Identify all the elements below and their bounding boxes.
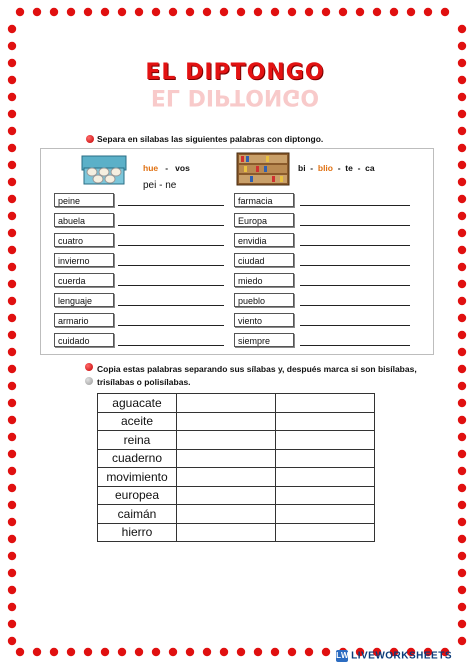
border-dot bbox=[373, 8, 381, 16]
border-dot bbox=[458, 178, 466, 186]
border-dot bbox=[458, 314, 466, 322]
word-box-left: cuidado bbox=[54, 333, 114, 347]
answer-line[interactable] bbox=[300, 245, 410, 246]
answer-line[interactable] bbox=[118, 325, 224, 326]
border-dot bbox=[458, 76, 466, 84]
instruction-copy-line1: Copia estas palabras separando sus sílabas y, después marca si son bisílabas, bbox=[97, 364, 417, 374]
border-dot bbox=[322, 8, 330, 16]
border-dot bbox=[458, 416, 466, 424]
border-dot bbox=[8, 518, 16, 526]
table-row bbox=[98, 505, 375, 524]
word-box-left: invierno bbox=[54, 253, 114, 267]
table-type-cell[interactable] bbox=[276, 431, 375, 450]
table-type-cell[interactable] bbox=[276, 449, 375, 468]
word-box-right: Europa bbox=[234, 213, 294, 227]
word-box-right: ciudad bbox=[234, 253, 294, 267]
border-dot bbox=[8, 569, 16, 577]
word-box-left: armario bbox=[54, 313, 114, 327]
border-dot bbox=[8, 348, 16, 356]
example-right-p6: - bbox=[357, 163, 361, 173]
border-dot bbox=[458, 25, 466, 33]
table-syllable-cell[interactable] bbox=[177, 412, 276, 431]
border-dot bbox=[322, 648, 330, 656]
border-dot bbox=[458, 603, 466, 611]
border-dot bbox=[458, 93, 466, 101]
border-dot bbox=[8, 76, 16, 84]
border-dot bbox=[8, 467, 16, 475]
border-dot bbox=[186, 8, 194, 16]
example-left-sep: - bbox=[165, 163, 169, 173]
word-box-right: pueblo bbox=[234, 293, 294, 307]
border-dot bbox=[67, 648, 75, 656]
table-word-cell: caimán bbox=[98, 505, 177, 524]
border-dot bbox=[458, 552, 466, 560]
border-dot bbox=[33, 8, 41, 16]
table-type-cell[interactable] bbox=[276, 505, 375, 524]
border-dot bbox=[16, 648, 24, 656]
border-dot bbox=[458, 399, 466, 407]
border-dot bbox=[271, 8, 279, 16]
border-dot bbox=[458, 297, 466, 305]
answer-line[interactable] bbox=[118, 205, 224, 206]
border-dot bbox=[441, 8, 449, 16]
border-dot bbox=[169, 648, 177, 656]
table-type-cell[interactable] bbox=[276, 523, 375, 542]
border-dot bbox=[152, 648, 160, 656]
answer-line[interactable] bbox=[300, 225, 410, 226]
word-box-right: miedo bbox=[234, 273, 294, 287]
example-right-p1: bi bbox=[298, 163, 306, 173]
table-word-cell: reina bbox=[98, 431, 177, 450]
table-syllable-cell[interactable] bbox=[177, 431, 276, 450]
word-box-left: peine bbox=[54, 193, 114, 207]
border-dot bbox=[8, 620, 16, 628]
border-dot bbox=[254, 648, 262, 656]
example-left-syllables bbox=[143, 163, 190, 173]
border-dot bbox=[101, 8, 109, 16]
table-row bbox=[98, 431, 375, 450]
syllable-table bbox=[97, 393, 375, 542]
border-dot bbox=[50, 648, 58, 656]
border-dot bbox=[169, 8, 177, 16]
border-dot bbox=[8, 484, 16, 492]
border-dot bbox=[458, 365, 466, 373]
border-dot bbox=[8, 552, 16, 560]
border-dot bbox=[118, 8, 126, 16]
table-type-cell[interactable] bbox=[276, 412, 375, 431]
border-dot bbox=[101, 648, 109, 656]
border-dot bbox=[458, 501, 466, 509]
word-box-left: cuatro bbox=[54, 233, 114, 247]
answer-line[interactable] bbox=[118, 305, 224, 306]
answer-line[interactable] bbox=[118, 345, 224, 346]
answer-line[interactable] bbox=[300, 325, 410, 326]
table-syllable-cell[interactable] bbox=[177, 523, 276, 542]
border-dot bbox=[458, 229, 466, 237]
border-dot bbox=[8, 433, 16, 441]
border-dot bbox=[237, 648, 245, 656]
table-type-cell[interactable] bbox=[276, 468, 375, 487]
table-word-cell: hierro bbox=[98, 523, 177, 542]
border-dot bbox=[8, 246, 16, 254]
word-box-right: farmacia bbox=[234, 193, 294, 207]
border-dot bbox=[288, 8, 296, 16]
border-dot bbox=[458, 42, 466, 50]
egg-box-icon bbox=[80, 152, 128, 188]
border-dot bbox=[8, 229, 16, 237]
table-syllable-cell[interactable] bbox=[177, 394, 276, 413]
border-dot bbox=[458, 620, 466, 628]
table-type-cell[interactable] bbox=[276, 394, 375, 413]
answer-line[interactable] bbox=[118, 245, 224, 246]
border-dot bbox=[8, 399, 16, 407]
border-dot bbox=[8, 178, 16, 186]
title-block bbox=[140, 60, 330, 110]
border-dot bbox=[458, 484, 466, 492]
table-row bbox=[98, 486, 375, 505]
example-left-second: pei - ne bbox=[143, 180, 177, 191]
liveworksheets-logo-icon: LW bbox=[336, 651, 350, 660]
footer-brand[interactable] bbox=[336, 650, 452, 662]
border-dot bbox=[458, 110, 466, 118]
table-type-cell[interactable] bbox=[276, 486, 375, 505]
word-box-right: viento bbox=[234, 313, 294, 327]
bullet-red-icon bbox=[86, 135, 94, 143]
table-syllable-cell[interactable] bbox=[177, 486, 276, 505]
border-dot bbox=[458, 212, 466, 220]
example-right-p5: te bbox=[345, 163, 353, 173]
border-dot bbox=[8, 127, 16, 135]
word-box-left: cuerda bbox=[54, 273, 114, 287]
answer-line[interactable] bbox=[300, 345, 410, 346]
border-dot bbox=[458, 586, 466, 594]
page-title-reflection: EL DIPTONGO bbox=[150, 84, 320, 109]
border-dot bbox=[271, 648, 279, 656]
border-dot bbox=[458, 246, 466, 254]
border-dot bbox=[8, 416, 16, 424]
border-dot bbox=[8, 59, 16, 67]
example-right-p7: ca bbox=[365, 163, 375, 173]
footer-brand-text: LIVEWORKSHEETS bbox=[351, 650, 452, 662]
example-left-part1: hue bbox=[143, 163, 159, 173]
instruction-copy-line2: trisílabas o polisílabas. bbox=[97, 377, 191, 387]
border-dot bbox=[458, 637, 466, 645]
example-right-p2: - bbox=[310, 163, 314, 173]
instruction-separate: Separa en silabas las siguientes palabras con diptongo. bbox=[97, 134, 324, 144]
border-dot bbox=[339, 8, 347, 16]
border-dot bbox=[8, 263, 16, 271]
border-dot bbox=[254, 8, 262, 16]
border-dot bbox=[8, 382, 16, 390]
border-dot bbox=[8, 110, 16, 118]
border-dot bbox=[118, 648, 126, 656]
table-syllable-cell[interactable] bbox=[177, 505, 276, 524]
library-icon bbox=[236, 152, 290, 186]
answer-line[interactable] bbox=[118, 285, 224, 286]
border-dot bbox=[288, 648, 296, 656]
example-right-syllables bbox=[298, 163, 375, 173]
border-dot bbox=[8, 603, 16, 611]
border-dot bbox=[458, 348, 466, 356]
border-dot bbox=[458, 518, 466, 526]
border-dot bbox=[135, 648, 143, 656]
border-dot bbox=[220, 8, 228, 16]
border-dot bbox=[458, 450, 466, 458]
border-dot bbox=[8, 25, 16, 33]
table-row bbox=[98, 449, 375, 468]
border-dot bbox=[8, 280, 16, 288]
border-dot bbox=[8, 195, 16, 203]
border-dot bbox=[8, 93, 16, 101]
border-dot bbox=[458, 59, 466, 67]
border-dot bbox=[8, 212, 16, 220]
border-dot bbox=[390, 8, 398, 16]
border-dot bbox=[458, 467, 466, 475]
border-dot bbox=[305, 648, 313, 656]
word-box-right: envidia bbox=[234, 233, 294, 247]
answer-line[interactable] bbox=[300, 265, 410, 266]
word-box-left: abuela bbox=[54, 213, 114, 227]
border-dot bbox=[458, 280, 466, 288]
table-word-cell: aguacate bbox=[98, 394, 177, 413]
border-dot bbox=[8, 586, 16, 594]
table-syllable-cell[interactable] bbox=[177, 468, 276, 487]
border-dot bbox=[84, 648, 92, 656]
example-left-part2: vos bbox=[175, 163, 190, 173]
border-dot bbox=[8, 637, 16, 645]
table-syllable-cell[interactable] bbox=[177, 449, 276, 468]
answer-line[interactable] bbox=[118, 265, 224, 266]
border-dot bbox=[8, 450, 16, 458]
answer-line[interactable] bbox=[300, 305, 410, 306]
border-dot bbox=[8, 365, 16, 373]
border-dot bbox=[67, 8, 75, 16]
table-row bbox=[98, 412, 375, 431]
border-dot bbox=[458, 331, 466, 339]
border-dot bbox=[407, 8, 415, 16]
border-dot bbox=[8, 501, 16, 509]
border-dot bbox=[458, 263, 466, 271]
border-dot bbox=[8, 161, 16, 169]
border-dot bbox=[8, 331, 16, 339]
border-dot bbox=[237, 8, 245, 16]
border-dot bbox=[458, 433, 466, 441]
table-row bbox=[98, 394, 375, 413]
example-right-p4: - bbox=[337, 163, 341, 173]
border-dot bbox=[8, 314, 16, 322]
answer-line[interactable] bbox=[300, 285, 410, 286]
bullet-grey-icon bbox=[85, 377, 93, 385]
border-dot bbox=[8, 535, 16, 543]
table-word-cell: aceite bbox=[98, 412, 177, 431]
table-row bbox=[98, 468, 375, 487]
answer-line[interactable] bbox=[118, 225, 224, 226]
word-box-left: lenguaje bbox=[54, 293, 114, 307]
border-dot bbox=[203, 648, 211, 656]
border-dot bbox=[33, 648, 41, 656]
answer-line[interactable] bbox=[300, 205, 410, 206]
border-dot bbox=[458, 144, 466, 152]
border-dot bbox=[50, 8, 58, 16]
bullet-red-icon bbox=[85, 363, 93, 371]
table-word-cell: movimiento bbox=[98, 468, 177, 487]
table-row bbox=[98, 523, 375, 542]
border-dot bbox=[424, 8, 432, 16]
border-dot bbox=[8, 42, 16, 50]
border-dot bbox=[135, 8, 143, 16]
border-dot bbox=[356, 8, 364, 16]
border-dot bbox=[16, 8, 24, 16]
border-dot bbox=[458, 569, 466, 577]
border-dot bbox=[84, 8, 92, 16]
page-title: EL DIPTONGO bbox=[145, 60, 325, 85]
border-dot bbox=[8, 297, 16, 305]
table-word-cell: cuaderno bbox=[98, 449, 177, 468]
border-dot bbox=[458, 161, 466, 169]
border-dot bbox=[203, 8, 211, 16]
border-dot bbox=[8, 144, 16, 152]
border-dot bbox=[152, 8, 160, 16]
border-dot bbox=[458, 127, 466, 135]
border-dot bbox=[458, 535, 466, 543]
border-dot bbox=[458, 195, 466, 203]
border-dot bbox=[220, 648, 228, 656]
word-box-right: siempre bbox=[234, 333, 294, 347]
border-dot bbox=[305, 8, 313, 16]
border-dot bbox=[186, 648, 194, 656]
table-word-cell: europea bbox=[98, 486, 177, 505]
example-right-p3: blio bbox=[317, 163, 333, 173]
border-dot bbox=[458, 382, 466, 390]
